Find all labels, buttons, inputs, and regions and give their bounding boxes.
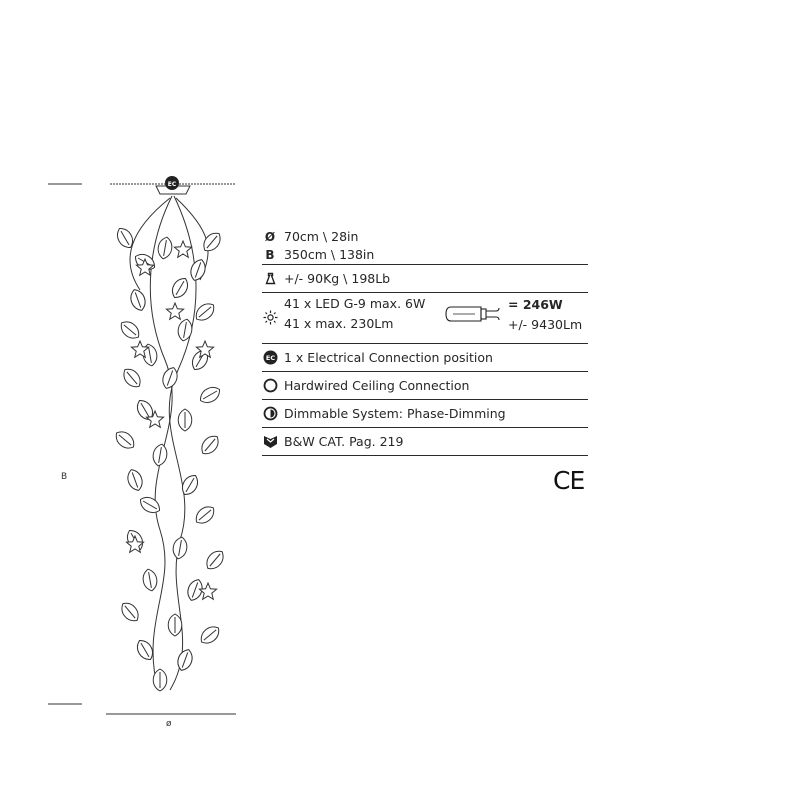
spec-dimmable-row [262,400,588,428]
star-shape [174,241,191,257]
star-shape [166,303,183,319]
leaf-shape [175,647,195,672]
leaf-shape [178,409,192,431]
leaf-shape [112,428,138,452]
leaf-shape [118,599,142,625]
height-icon: B [265,248,275,262]
spec-height [262,246,588,264]
spec-light-row [262,293,588,344]
spec-diameter [262,228,588,246]
height-text: 350cm \ 138in [284,247,375,262]
total-lumen: +/- 9430Lm [508,317,583,332]
leaf-shape [198,432,222,458]
leaf-shape [153,669,167,691]
height-dimension-label: B [61,472,68,482]
spec-connection-position-row [262,344,588,372]
stem [150,196,172,690]
catalog-text: B&W CAT. Pag. 219 [284,434,404,449]
spec-size-row [262,228,588,265]
dimmable-text: Dimmable System: Phase-Dimming [284,406,506,421]
leaves-group [112,225,227,691]
leaf-shape [169,275,192,301]
diameter-dimension-label: ø [166,719,172,729]
leaf-shape [197,623,223,647]
light-icon [262,309,278,325]
dimming-icon [262,406,278,422]
leaf-shape [160,365,180,390]
leaf-shape [192,300,218,324]
spec-hardwired-row [262,372,588,400]
leaf-shape [197,384,223,407]
spec-catalog-row [262,428,588,456]
leaf-shape [128,287,148,312]
leaf-shape [114,225,137,251]
diameter-text: 70cm \ 28in [284,229,359,244]
weight-icon [262,271,278,287]
leaf-shape [168,614,182,636]
ec-badge-text: EC [167,181,177,188]
leaf-shape [151,443,168,467]
ec-icon-badge: EC [265,354,275,362]
connection-position-text: 1 x Electrical Connection position [284,350,493,365]
total-watt: = 246W [508,297,563,312]
ec-icon [262,350,278,366]
leaf-shape [171,536,188,560]
leaf-shape [137,494,163,517]
g9-bulb-icon [445,303,501,325]
weight-text: +/- 90Kg \ 198Lb [284,271,391,286]
led-spec-text: 41 x LED G-9 max. 6W [284,296,426,311]
diameter-icon: Ø [264,230,276,244]
spec-table [262,228,588,456]
spec-weight-row [262,265,588,293]
catalog-icon [262,434,278,450]
leaf-shape [120,365,144,391]
leaf-shape [176,318,193,342]
lumen-spec-text: 41 x max. 230Lm [284,316,394,331]
leaf-shape [141,568,158,592]
leaf-shape [125,467,145,492]
circle-icon [262,378,278,394]
leaf-shape [192,503,218,527]
ce-mark: CE [553,466,585,495]
leaf-shape [203,547,227,573]
hardwired-text: Hardwired Ceiling Connection [284,378,470,393]
leaf-shape [188,257,208,282]
leaf-shape [156,236,173,260]
leaf-shape [117,318,143,342]
